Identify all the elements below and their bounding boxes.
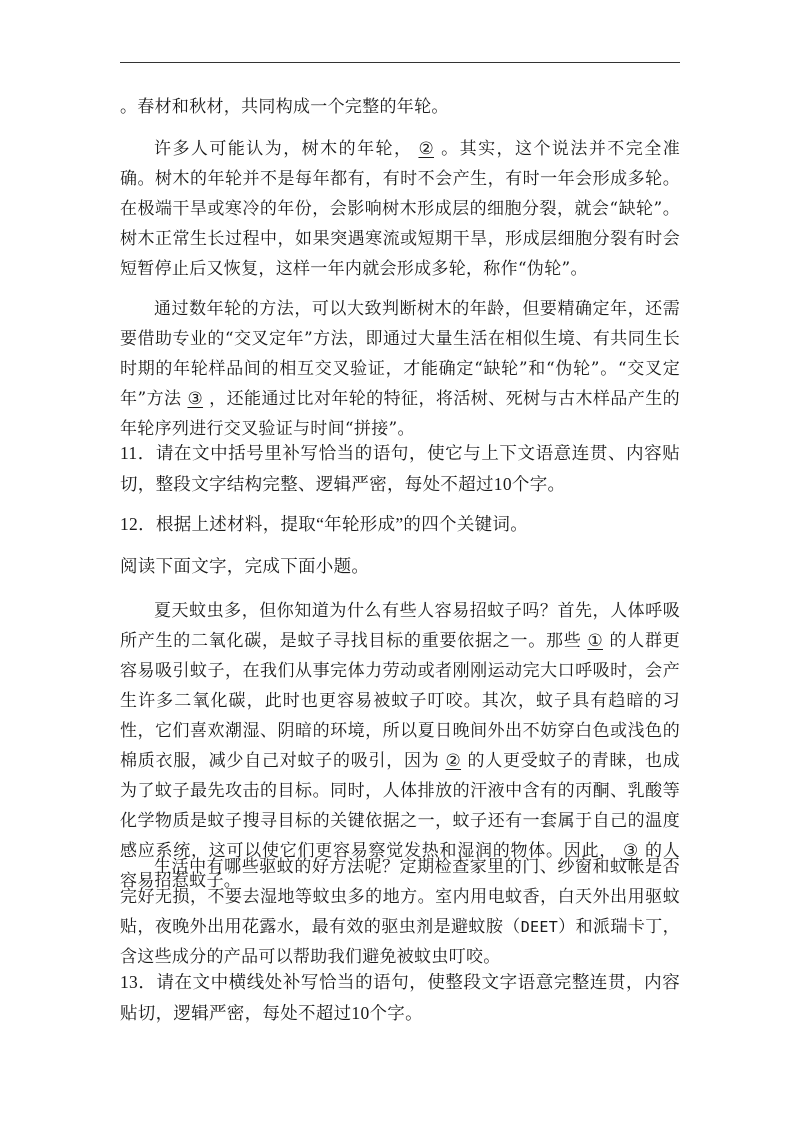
- paragraph-2: 许多人可能认为，树木的年轮， ② 。其实，这个说法并不完全准确。树木的年轮并不是每年都有，有时不会产生，有时一年会形成多轮。在极端干旱或寒冷的年份，会影响树木形成层的细胞分裂，就会“缺轮”。树木正常生长过程中，如果突遇寒流或短期干旱，形成层细胞分裂有时会短暂停止后又恢复，这样一年内就会形成多轮，称作“伪轮”。: [120, 134, 680, 284]
- paragraph-3: 通过数年轮的方法，可以大致判断树木的年龄，但要精确定年，还需要借助专业的“交叉定年”方法，即通过大量生活在相似生境、有共同生长时期的年轮样品间的相互交叉验证，才能确定“缺轮”和“伪轮”。“交叉定年”方法 ③ ，还能通过比对年轮的特征，将活树、死树与古木样品产生的年轮序列进行交叉验证与时间“拼接”。: [120, 299, 680, 439]
- paragraph-1: 。春材和秋材，共同构成一个完整的年轮。: [120, 97, 449, 117]
- header-rule: [120, 62, 680, 63]
- blank-3[interactable]: ③: [187, 389, 204, 409]
- blank-4-1[interactable]: ①: [587, 631, 603, 651]
- paragraph-4: 夏天蚊虫多，但你知道为什么有些人容易招蚊子吗？首先，人体呼吸所产生的二氧化碳，是蚊子寻找目标的重要依据之一。那些 ① 的人群更容易吸引蚊子，在我们从事完体力劳动或者刚刚运动完大口呼吸时，会产生许多二氧化碳，此时也更容易被蚊子叮咬。其次，蚊子具有趋暗的习性，它们喜欢潮湿、阴暗的环境，所以夏日晚间外出不妨穿白色或浅色的棉质衣服，减少自己对蚊子的吸引，因为 ② 的人更受蚊子的青睐，也成为了蚊子最先攻击的目标。同时，人体排放的汗液中含有的丙酮、乳酸等化学物质是蚊子搜寻目标的关键依据之一，蚊子还有一套属于自己的温度感应系统，这可以使它们更容易察觉发热和湿润的物体。因此， ③ 的人容易招惹蚊子。: [120, 601, 680, 891]
- blank-2[interactable]: ②: [418, 139, 434, 159]
- question-11: 11．请在文中括号里补写恰当的语句，使它与上下文语意连贯、内容贴切，整段文字结构完整、逻辑严密，每处不超过10个字。: [120, 443, 680, 494]
- question-12: 12．根据上述材料，提取“年轮形成”的四个关键词。: [120, 514, 529, 534]
- blank-4-2[interactable]: ②: [445, 751, 462, 771]
- question-13: 13．请在文中横线处补写恰当的语句，使整段文字语意完整连贯，内容贴切，逻辑严密，每处不超过10个字。: [120, 972, 680, 1023]
- reading-instruction: 阅读下面文字，完成下面小题。: [120, 556, 370, 576]
- paragraph-5: 生活中有哪些驱蚊的好方法呢？定期检查家里的门、纱窗和蚊帐是否完好无损，不要去湿地等蚊虫多的地方。室内用电蚊香，白天外出用驱蚊贴，夜晚外出用花露水，最有效的驱虫剂是避蚊胺（DEET）和派瑞卡丁，含这些成分的产品可以帮助我们避免被蚊虫叮咬。: [120, 857, 680, 967]
- blank-4-3[interactable]: ③: [622, 841, 639, 861]
